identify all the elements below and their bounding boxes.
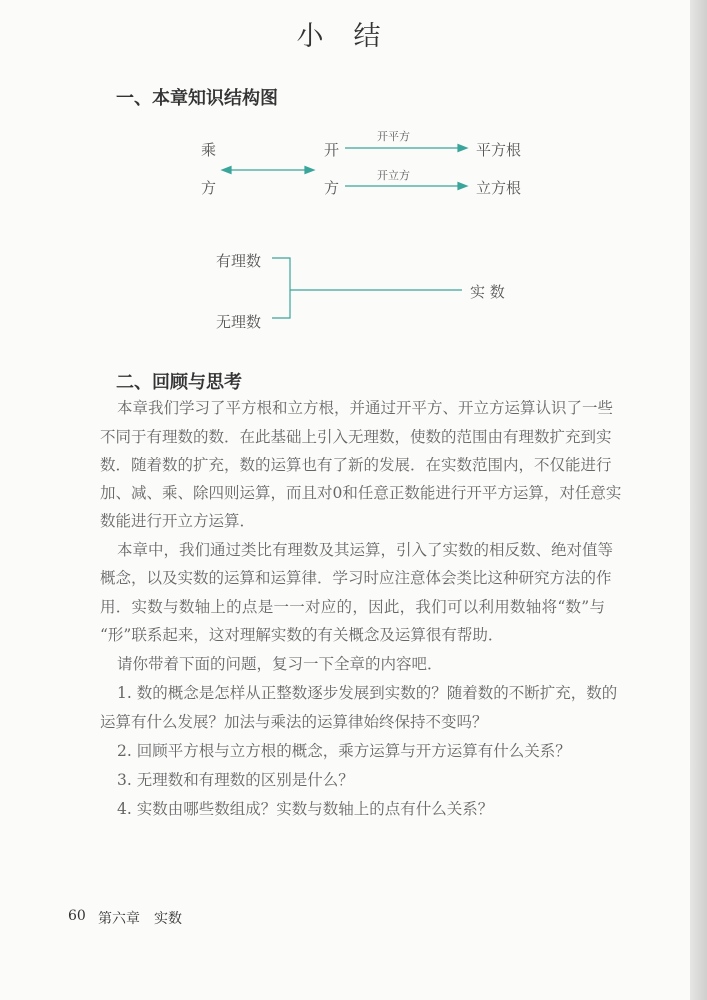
arrow-label-square-root: 开平方 <box>377 130 410 143</box>
diagram-lines <box>0 0 707 360</box>
text-line: “形”联系起来，这对理解实数的有关概念及运算很有帮助． <box>100 626 504 644</box>
text-line: 数．随着数的扩充，数的运算也有了新的发展．在实数范围内，不仅能进行 <box>100 456 612 474</box>
diagram-left-top: 乘 <box>201 141 217 159</box>
question-3: 3. 无理数和有理数的区别是什么？ <box>117 771 354 789</box>
section-2-heading: 二、回顾与思考 <box>116 372 242 393</box>
arrow-head-left <box>222 167 231 174</box>
diagram-right-bottom: 立方根 <box>476 179 522 197</box>
diagram-left-bottom: 方 <box>201 179 217 197</box>
question-2: 2. 回顾平方根与立方根的概念，乘方运算与开方运算有什么关系？ <box>117 742 571 760</box>
question-4: 4. 实数由哪些数组成？实数与数轴上的点有什么关系？ <box>117 800 494 818</box>
section-1-heading: 一、本章知识结构图 <box>116 88 278 109</box>
text-line: 数能进行开立方运算． <box>100 512 256 530</box>
page-number: 60 <box>68 908 86 924</box>
diagram-right-top: 平方根 <box>476 141 522 159</box>
text-line: 不同于有理数的数．在此基础上引入无理数，使数的范围由有理数扩充到实 <box>100 428 612 446</box>
tree-real: 实 数 <box>470 283 505 301</box>
tree-bracket <box>272 258 290 318</box>
text-line: 本章中，我们通过类比有理数及其运算，引入了实数的相反数、绝对值等 <box>117 541 614 559</box>
page-title: 小结 <box>296 21 411 52</box>
tree-rational: 有理数 <box>216 252 262 270</box>
arrow-head-right <box>305 167 314 174</box>
text-line: 本章我们学习了平方根和立方根，并通过开平方、开立方运算认识了一些 <box>117 399 614 417</box>
diagram-mid-top: 开 <box>324 141 340 159</box>
diagram-mid-bottom: 方 <box>324 179 340 197</box>
chapter-label: 第六章 实数 <box>98 911 182 927</box>
text-line: 概念，以及实数的运算和运算律．学习时应注意体会类比这种研究方法的作 <box>100 569 612 587</box>
arrow-head-square-root <box>458 145 467 152</box>
arrow-label-cube-root: 开立方 <box>377 169 410 182</box>
arrow-head-cube-root <box>458 183 467 190</box>
question-1: 1. 数的概念是怎样从正整数逐步发展到实数的？随着数的不断扩充，数的 <box>117 684 618 702</box>
text-line: 请你带着下面的问题，复习一下全章的内容吧． <box>117 655 443 673</box>
question-1-cont: 运算有什么发展？加法与乘法的运算律始终保持不变吗？ <box>100 713 488 731</box>
text-line: 用．实数与数轴上的点是一一对应的，因此，我们可以利用数轴将“数”与 <box>100 598 605 616</box>
text-line: 加、减、乘、除四则运算，而且对0和任意正数能进行开平方运算，对任意实 <box>100 484 622 502</box>
tree-irrational: 无理数 <box>216 313 262 331</box>
